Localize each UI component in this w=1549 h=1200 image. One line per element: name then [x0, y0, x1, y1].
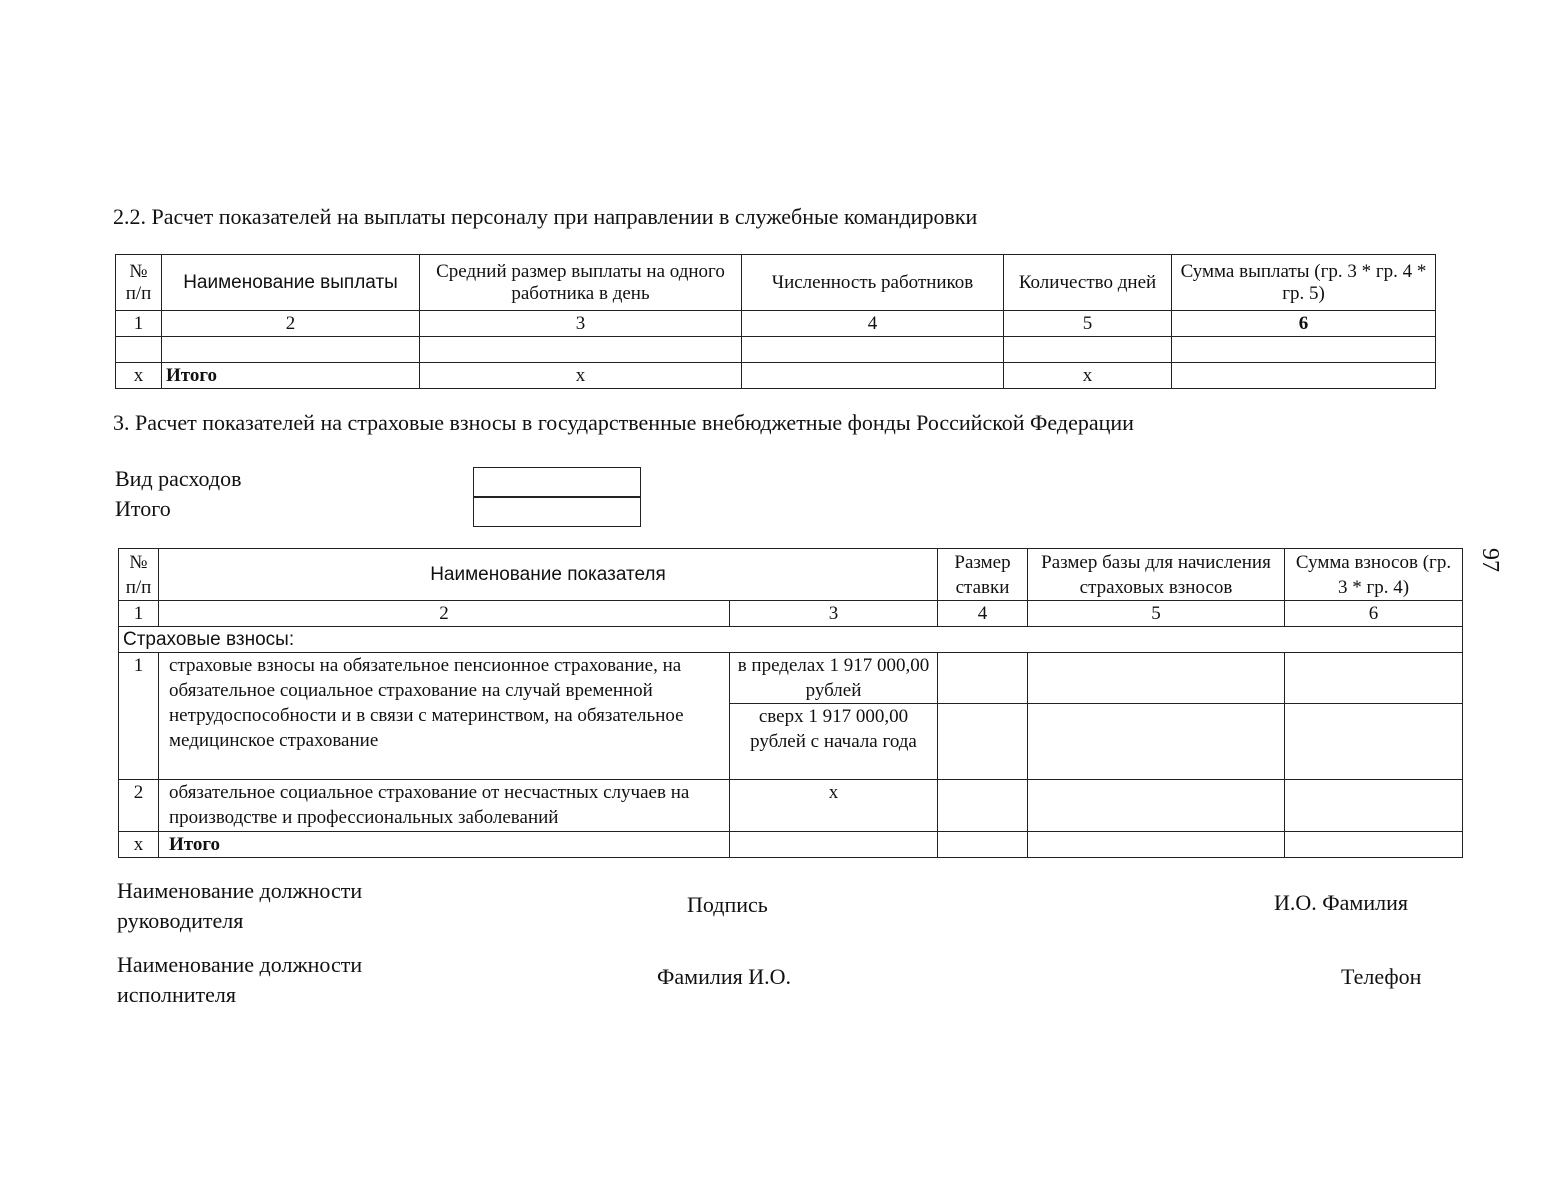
row-num: 2 — [119, 780, 159, 832]
col-number: 3 — [730, 601, 938, 627]
header-rate: Размер ставки — [938, 549, 1028, 601]
header-indicator-name: Наименование показателя — [159, 549, 938, 601]
page-number: 97 — [1477, 548, 1503, 572]
empty-cell — [938, 832, 1028, 858]
head-position-label: Наименование должности руководителя — [117, 878, 363, 933]
phone-label: Телефон — [1341, 964, 1422, 989]
empty-cell — [1172, 363, 1436, 389]
signature-label: Подпись — [687, 892, 768, 917]
header-contribution-sum: Сумма взносов (гр. 3 * гр. 4) — [1285, 549, 1463, 601]
header-employee-count: Численность работников — [742, 255, 1004, 311]
empty-cell — [1285, 704, 1463, 780]
col-number: 6 — [1172, 311, 1436, 337]
empty-cell — [162, 337, 420, 363]
row-sub-within: в пределах 1 917 000,00 рублей — [730, 653, 938, 704]
col-number: 5 — [1028, 601, 1285, 627]
total-label: Итого — [162, 363, 420, 389]
empty-cell — [730, 832, 938, 858]
row-name: страховые взносы на обязательное пенсионное страхование, на обязательное социальное страхование на случай временной нетрудоспособности и в связи с материнством, на обязательное медицинское страхование — [159, 653, 730, 780]
col-number: 4 — [742, 311, 1004, 337]
section-2-2-title: 2.2. Расчет показателей на выплаты персоналу при направлении в служебные командировки — [113, 204, 978, 229]
empty-cell — [938, 653, 1028, 704]
col-number: 5 — [1004, 311, 1172, 337]
section-3-title: 3. Расчет показателей на страховые взносы в государственные внебюджетные фонды Российской Федерации — [113, 410, 1134, 435]
empty-cell — [938, 704, 1028, 780]
col-number: 3 — [420, 311, 742, 337]
table-row — [119, 653, 1463, 704]
empty-cell — [116, 337, 162, 363]
col-number: 2 — [159, 601, 730, 627]
total-label: Итого — [159, 832, 730, 858]
empty-cell — [1028, 704, 1285, 780]
head-name-label: И.О. Фамилия — [1274, 890, 1408, 915]
empty-cell — [1004, 337, 1172, 363]
itogo-label: Итого — [115, 496, 171, 521]
header-num: № п/п — [119, 549, 159, 601]
row-sub-above: сверх 1 917 000,00 рублей с начала года — [730, 704, 938, 780]
empty-cell — [1285, 780, 1463, 832]
empty-cell — [420, 337, 742, 363]
header-base: Размер базы для начисления страховых взносов — [1028, 549, 1285, 601]
header-days-count: Количество дней — [1004, 255, 1172, 311]
total-avg: х — [420, 363, 742, 389]
empty-cell — [742, 363, 1004, 389]
total-row — [119, 832, 1463, 858]
exec-position-label: Наименование должности исполнителя — [117, 952, 363, 1007]
total-num: х — [116, 363, 162, 389]
empty-cell — [1028, 653, 1285, 704]
row-sub: х — [730, 780, 938, 832]
empty-cell — [1172, 337, 1436, 363]
group-label: Страховые взносы: — [119, 627, 1463, 653]
header-payment-sum: Сумма выплаты (гр. 3 * гр. 4 * гр. 5) — [1172, 255, 1436, 311]
col-number: 6 — [1285, 601, 1463, 627]
vid-rashodov-label: Вид расходов — [115, 466, 242, 491]
header-avg-payment: Средний размер выплаты на одного работника в день — [420, 255, 742, 311]
total-row — [116, 363, 1436, 389]
row-num: 1 — [119, 653, 159, 780]
col-number: 2 — [162, 311, 420, 337]
header-payment-name: Наименование выплаты — [162, 255, 420, 311]
row-name: обязательное социальное страхование от несчастных случаев на производстве и профессиональных заболеваний — [159, 780, 730, 832]
empty-cell — [1028, 780, 1285, 832]
col-number: 4 — [938, 601, 1028, 627]
table-row — [116, 337, 1436, 363]
empty-cell — [1028, 832, 1285, 858]
col-number: 1 — [119, 601, 159, 627]
empty-cell — [1285, 832, 1463, 858]
total-days: х — [1004, 363, 1172, 389]
travel-payments-table — [115, 254, 1436, 389]
vid-rashodov-field — [473, 467, 641, 497]
table-row — [119, 780, 1463, 832]
empty-cell — [938, 780, 1028, 832]
empty-cell — [1285, 653, 1463, 704]
col-number: 1 — [116, 311, 162, 337]
total-num: х — [119, 832, 159, 858]
exec-name-label: Фамилия И.О. — [657, 964, 791, 989]
empty-cell — [742, 337, 1004, 363]
header-num: № п/п — [116, 255, 162, 311]
itogo-field — [473, 497, 641, 527]
insurance-contributions-table — [118, 548, 1463, 858]
